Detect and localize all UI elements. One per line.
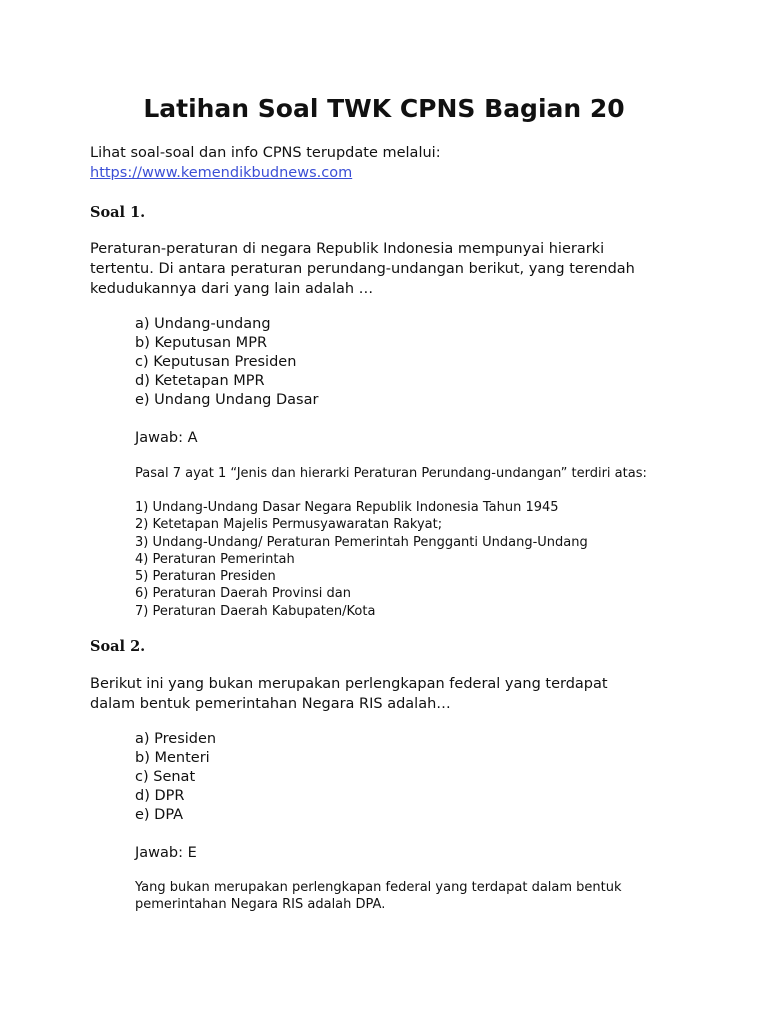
soal-1-explanation-list bbox=[135, 499, 588, 620]
soal-1-option-e: e) Undang Undang Dasar bbox=[135, 392, 319, 408]
soal-1-option-c: c) Keputusan Presiden bbox=[135, 354, 297, 370]
soal-2-options bbox=[135, 730, 216, 825]
soal-2-option-c: c) Senat bbox=[135, 769, 196, 785]
soal-2-option-b: b) Menteri bbox=[135, 750, 210, 766]
soal-1-option-d: d) Ketetapan MPR bbox=[135, 373, 265, 389]
soal-1-option-b: b) Keputusan MPR bbox=[135, 335, 268, 351]
soal-2-question: Berikut ini yang bukan merupakan perlengkapan federal yang terdapat dalam bentuk pemerintahan Negara RIS adalah… bbox=[90, 676, 608, 712]
explanation-item: 3) Undang-Undang/ Peraturan Pemerintah Pengganti Undang-Undang bbox=[135, 534, 588, 550]
soal-2-heading: Soal 2. bbox=[90, 638, 146, 655]
explanation-item: 5) Peraturan Presiden bbox=[135, 569, 276, 585]
soal-1-answer: Jawab: A bbox=[135, 430, 198, 446]
soal-2-option-a: a) Presiden bbox=[135, 731, 217, 747]
soal-2-explanation: Yang bukan merupakan perlengkapan federal yang terdapat dalam bentuk pemerintahan Negara RIS adalah DPA. bbox=[135, 880, 622, 912]
explanation-item: 7) Peraturan Daerah Kabupaten/Kota bbox=[135, 603, 376, 619]
soal-2-answer: Jawab: E bbox=[135, 845, 197, 861]
soal-2-option-e: e) DPA bbox=[135, 807, 184, 823]
explanation-item: 1) Undang-Undang Dasar Negara Republik Indonesia Tahun 1945 bbox=[135, 500, 559, 515]
intro-link[interactable]: https://www.kemendikbudnews.com bbox=[90, 165, 353, 181]
explanation-item: 4) Peraturan Pemerintah bbox=[135, 551, 295, 567]
soal-1-option-a: a) Undang-undang bbox=[135, 316, 271, 332]
soal-1-options bbox=[135, 315, 318, 410]
intro-block bbox=[90, 143, 690, 183]
soal-2-option-d: d) DPR bbox=[135, 788, 185, 804]
page-title: Latihan Soal TWK CPNS Bagian 20 bbox=[143, 94, 625, 123]
intro-text: Lihat soal-soal dan info CPNS terupdate melalui: bbox=[90, 145, 441, 161]
soal-1-question: Peraturan-peraturan di negara Republik Indonesia mempunyai hierarki tertentu. Di antara peraturan perundang-undangan berikut, yang terendah kedudukannya dari yang lain adalah … bbox=[90, 241, 635, 297]
explanation-item: 6) Peraturan Daerah Provinsi dan bbox=[135, 586, 351, 602]
soal-1-heading: Soal 1. bbox=[90, 204, 146, 221]
soal-1-explanation: Pasal 7 ayat 1 “Jenis dan hierarki Peraturan Perundang-undangan” terdiri atas: bbox=[135, 466, 647, 481]
explanation-item: 2) Ketetapan Majelis Permusyawaratan Rakyat; bbox=[135, 517, 443, 533]
